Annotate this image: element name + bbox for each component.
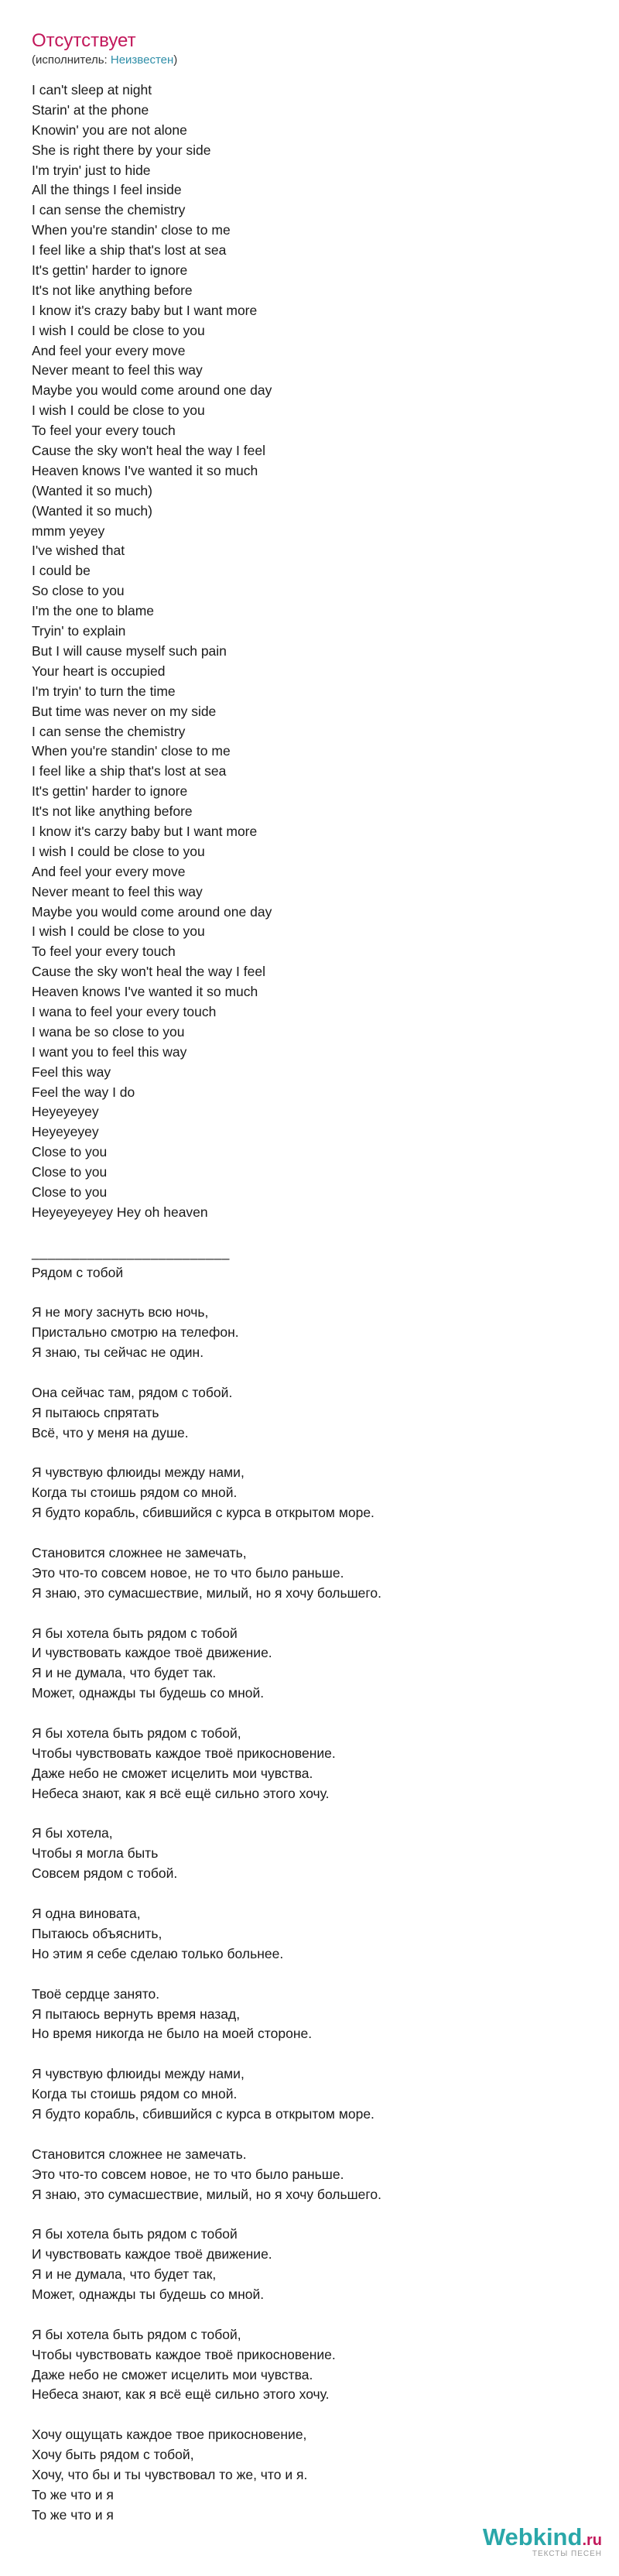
blank-line bbox=[32, 1444, 589, 1464]
blank-line bbox=[32, 1223, 589, 1243]
artist-line bbox=[32, 53, 177, 68]
lyric-line: I'm the one to blame bbox=[32, 603, 155, 619]
lyric-line: (Wanted it so much) bbox=[32, 502, 152, 519]
lyric-line: All the things I feel inside bbox=[32, 182, 182, 198]
lyric-line: Heaven knows I've wanted it so much bbox=[32, 462, 258, 478]
translation-line: Чтобы чувствовать каждое твоё прикосновение. bbox=[32, 1745, 336, 1761]
translation-line: Но время никогда не было на моей стороне. bbox=[32, 2026, 313, 2042]
translation-line: Даже небо не сможет исцелить мои чувства. bbox=[32, 1765, 313, 1781]
lyric-line: To feel your every touch bbox=[32, 423, 176, 439]
blank-line bbox=[32, 1363, 589, 1383]
logo-tagline: ТЕКСТЫ ПЕСЕН bbox=[532, 2550, 602, 2558]
lyric-line: Maybe you would come around one day bbox=[32, 903, 272, 920]
translation-line: Я пытаюсь спрятать bbox=[32, 1404, 159, 1420]
translation-line: Я бы хотела, bbox=[32, 1825, 113, 1841]
lyric-line: mmm yeyey bbox=[32, 522, 105, 539]
lyric-line: But I will cause myself such pain bbox=[32, 642, 227, 659]
blank-line bbox=[32, 1965, 589, 1985]
lyric-line: Never meant to feel this way bbox=[32, 362, 203, 379]
artist-suffix: ) bbox=[173, 53, 178, 67]
translation-line: Чтобы я могла быть bbox=[32, 1845, 159, 1862]
lyric-line: When you're standin' close to me bbox=[32, 743, 231, 759]
translation-line: Я чувствую флюиды между нами, bbox=[32, 1464, 245, 1481]
lyric-line: I can sense the chemistry bbox=[32, 723, 186, 739]
song-title: Отсутствует bbox=[32, 30, 136, 51]
lyric-line: I wish I could be close to you bbox=[32, 322, 205, 338]
translation-line: Хочу, что бы и ты чувствовал то же, что и я. bbox=[32, 2466, 308, 2482]
lyric-line: I want you to feel this way bbox=[32, 1043, 187, 1060]
lyric-line: Your heart is occupied bbox=[32, 663, 166, 679]
lyric-line: I'm tryin' just to hide bbox=[32, 162, 151, 178]
translation-line: Когда ты стоишь рядом со мной. bbox=[32, 2086, 238, 2102]
translation-line: Хочу быть рядом с тобой, bbox=[32, 2447, 194, 2463]
blank-line bbox=[32, 1804, 589, 1824]
lyrics-body bbox=[32, 80, 589, 2526]
lyric-line: I wish I could be close to you bbox=[32, 843, 205, 859]
translation-line: Это что-то совсем новое, не то что было раньше. bbox=[32, 1564, 344, 1581]
blank-line bbox=[32, 1604, 589, 1624]
translation-line: Пытаюсь объяснить, bbox=[32, 1925, 162, 1941]
translation-title: Рядом с тобой bbox=[32, 1264, 124, 1280]
translation-line: Она сейчас там, рядом с тобой. bbox=[32, 1384, 233, 1400]
lyric-line: I wana to feel your every touch bbox=[32, 1003, 217, 1019]
lyric-line: Heyeyeyey bbox=[32, 1124, 99, 1140]
translation-line: Я знаю, это сумасшествие, милый, но я хочу большего. bbox=[32, 1584, 382, 1601]
lyric-line: But time was never on my side bbox=[32, 703, 217, 719]
lyric-line: Tryin' to explain bbox=[32, 623, 126, 639]
lyric-line: I wish I could be close to you bbox=[32, 923, 205, 940]
translation-line: Когда ты стоишь рядом со мной. bbox=[32, 1485, 238, 1501]
lyric-line: It's gettin' harder to ignore bbox=[32, 783, 188, 800]
lyric-line: Close to you bbox=[32, 1184, 108, 1200]
lyric-line: Feel the way I do bbox=[32, 1084, 135, 1100]
translation-line: Небеса знают, как я всё ещё сильно этого хочу. bbox=[32, 1785, 330, 1801]
translation-line: Я чувствую флюиды между нами, bbox=[32, 2066, 245, 2082]
lyric-line: So close to you bbox=[32, 583, 125, 599]
translation-line: То же что и я bbox=[32, 2486, 114, 2502]
translation-line: Становится сложнее не замечать, bbox=[32, 1545, 247, 1561]
lyric-line: Heaven knows I've wanted it so much bbox=[32, 984, 258, 1000]
lyric-line: She is right there by your side bbox=[32, 142, 211, 158]
section-divider: _________________________ bbox=[32, 1244, 230, 1260]
translation-line: Пристально смотрю на телефон. bbox=[32, 1324, 239, 1341]
translation-line: Даже небо не сможет исцелить мои чувства. bbox=[32, 2366, 313, 2382]
translation-line: Совсем рядом с тобой. bbox=[32, 1865, 178, 1882]
lyric-line: Maybe you would come around one day bbox=[32, 382, 272, 399]
blank-line bbox=[32, 2204, 589, 2225]
lyric-line: To feel your every touch bbox=[32, 944, 176, 960]
translation-line: Я знаю, это сумасшествие, милый, но я хочу большего. bbox=[32, 2186, 382, 2202]
lyric-line: I know it's carzy baby but I want more bbox=[32, 823, 258, 839]
translation-line: Всё, что у меня на душе. bbox=[32, 1424, 189, 1440]
translation-line: Может, однажды ты будешь со мной. bbox=[32, 2286, 265, 2302]
translation-line: Хочу ощущать каждое твое прикосновение, bbox=[32, 2427, 307, 2443]
translation-line: Я знаю, ты сейчас не один. bbox=[32, 1345, 204, 1361]
translation-line: Я бы хотела быть рядом с тобой bbox=[32, 1625, 238, 1641]
translation-line: Чтобы чувствовать каждое твоё прикосновение. bbox=[32, 2346, 336, 2362]
translation-line: Может, однажды ты будешь со мной. bbox=[32, 1685, 265, 1701]
lyric-line: It's not like anything before bbox=[32, 803, 193, 820]
translation-line: Я бы хотела быть рядом с тобой, bbox=[32, 1725, 241, 1742]
translation-line: Я бы хотела быть рядом с тобой bbox=[32, 2226, 238, 2242]
lyric-line: Never meant to feel this way bbox=[32, 883, 203, 899]
translation-line: Я и не думала, что будет так, bbox=[32, 2266, 217, 2283]
lyric-line: And feel your every move bbox=[32, 863, 186, 879]
lyric-line: Heyeyeyey bbox=[32, 1104, 99, 1120]
blank-line bbox=[32, 1523, 589, 1543]
artist-prefix: (исполнитель: bbox=[32, 53, 111, 67]
artist-link[interactable]: Неизвестен bbox=[110, 53, 174, 67]
blank-line bbox=[32, 1884, 589, 1904]
blank-line bbox=[32, 2305, 589, 2325]
lyric-line: And feel your every move bbox=[32, 342, 186, 358]
translation-line: Я одна виновата, bbox=[32, 1906, 141, 1922]
lyric-line: I wish I could be close to you bbox=[32, 402, 205, 419]
translation-line: Я и не думала, что будет так. bbox=[32, 1665, 217, 1681]
blank-line bbox=[32, 1704, 589, 1724]
translation-line: Я будто корабль, сбившийся с курса в открытом море. bbox=[32, 2105, 374, 2122]
lyric-line: I feel like a ship that's lost at sea bbox=[32, 242, 227, 259]
lyric-line: I can sense the chemistry bbox=[32, 202, 186, 218]
translation-line: Становится сложнее не замечать. bbox=[32, 2146, 247, 2162]
lyric-line: Starin' at the phone bbox=[32, 101, 149, 118]
translation-line: Я бы хотела быть рядом с тобой, bbox=[32, 2326, 241, 2342]
lyric-line: I'm tryin' to turn the time bbox=[32, 683, 176, 699]
logo-tld: .ru bbox=[582, 2532, 602, 2549]
lyric-line: I've wished that bbox=[32, 543, 125, 559]
translation-line: Но этим я себе сделаю только больнее. bbox=[32, 1945, 284, 1961]
lyric-line: Feel this way bbox=[32, 1064, 111, 1080]
lyric-line: I could be bbox=[32, 563, 91, 579]
translation-line: Это что-то совсем новое, не то что было раньше. bbox=[32, 2166, 344, 2182]
blank-line bbox=[32, 2125, 589, 2145]
translation-line: То же что и я bbox=[32, 2506, 114, 2523]
blank-line bbox=[32, 2405, 589, 2425]
translation-line: Я будто корабль, сбившийся с курса в открытом море. bbox=[32, 1505, 374, 1521]
lyric-line: I wana be so close to you bbox=[32, 1023, 185, 1040]
translation-line: Твоё сердце занято. bbox=[32, 1985, 160, 2002]
lyric-line: When you're standin' close to me bbox=[32, 222, 231, 238]
translation-line: Небеса знают, как я всё ещё сильно этого хочу. bbox=[32, 2386, 330, 2403]
blank-line bbox=[32, 1283, 589, 1303]
lyric-line: Heyeyeyeyey Hey oh heaven bbox=[32, 1204, 208, 1220]
lyric-line: Close to you bbox=[32, 1144, 108, 1160]
logo-name: Webkind bbox=[482, 2523, 583, 2550]
logo-wordmark bbox=[483, 2525, 602, 2549]
translation-line: И чувствовать каждое твоё движение. bbox=[32, 2246, 272, 2263]
lyric-line: I can't sleep at night bbox=[32, 82, 152, 98]
lyric-line: It's not like anything before bbox=[32, 282, 193, 298]
translation-line: Я не могу заснуть всю ночь, bbox=[32, 1304, 209, 1321]
blank-line bbox=[32, 2044, 589, 2064]
site-logo[interactable] bbox=[483, 2525, 602, 2558]
lyric-line: I know it's crazy baby but I want more bbox=[32, 302, 258, 318]
lyric-line: It's gettin' harder to ignore bbox=[32, 262, 188, 279]
lyric-line: Cause the sky won't heal the way I feel bbox=[32, 964, 265, 980]
lyric-line: Close to you bbox=[32, 1164, 108, 1180]
translation-line: И чувствовать каждое твоё движение. bbox=[32, 1645, 272, 1661]
translation-line: Я пытаюсь вернуть время назад, bbox=[32, 2006, 241, 2022]
lyric-line: Cause the sky won't heal the way I feel bbox=[32, 443, 265, 459]
lyric-line: I feel like a ship that's lost at sea bbox=[32, 763, 227, 779]
lyric-line: Knowin' you are not alone bbox=[32, 122, 187, 138]
lyric-line: (Wanted it so much) bbox=[32, 482, 152, 498]
